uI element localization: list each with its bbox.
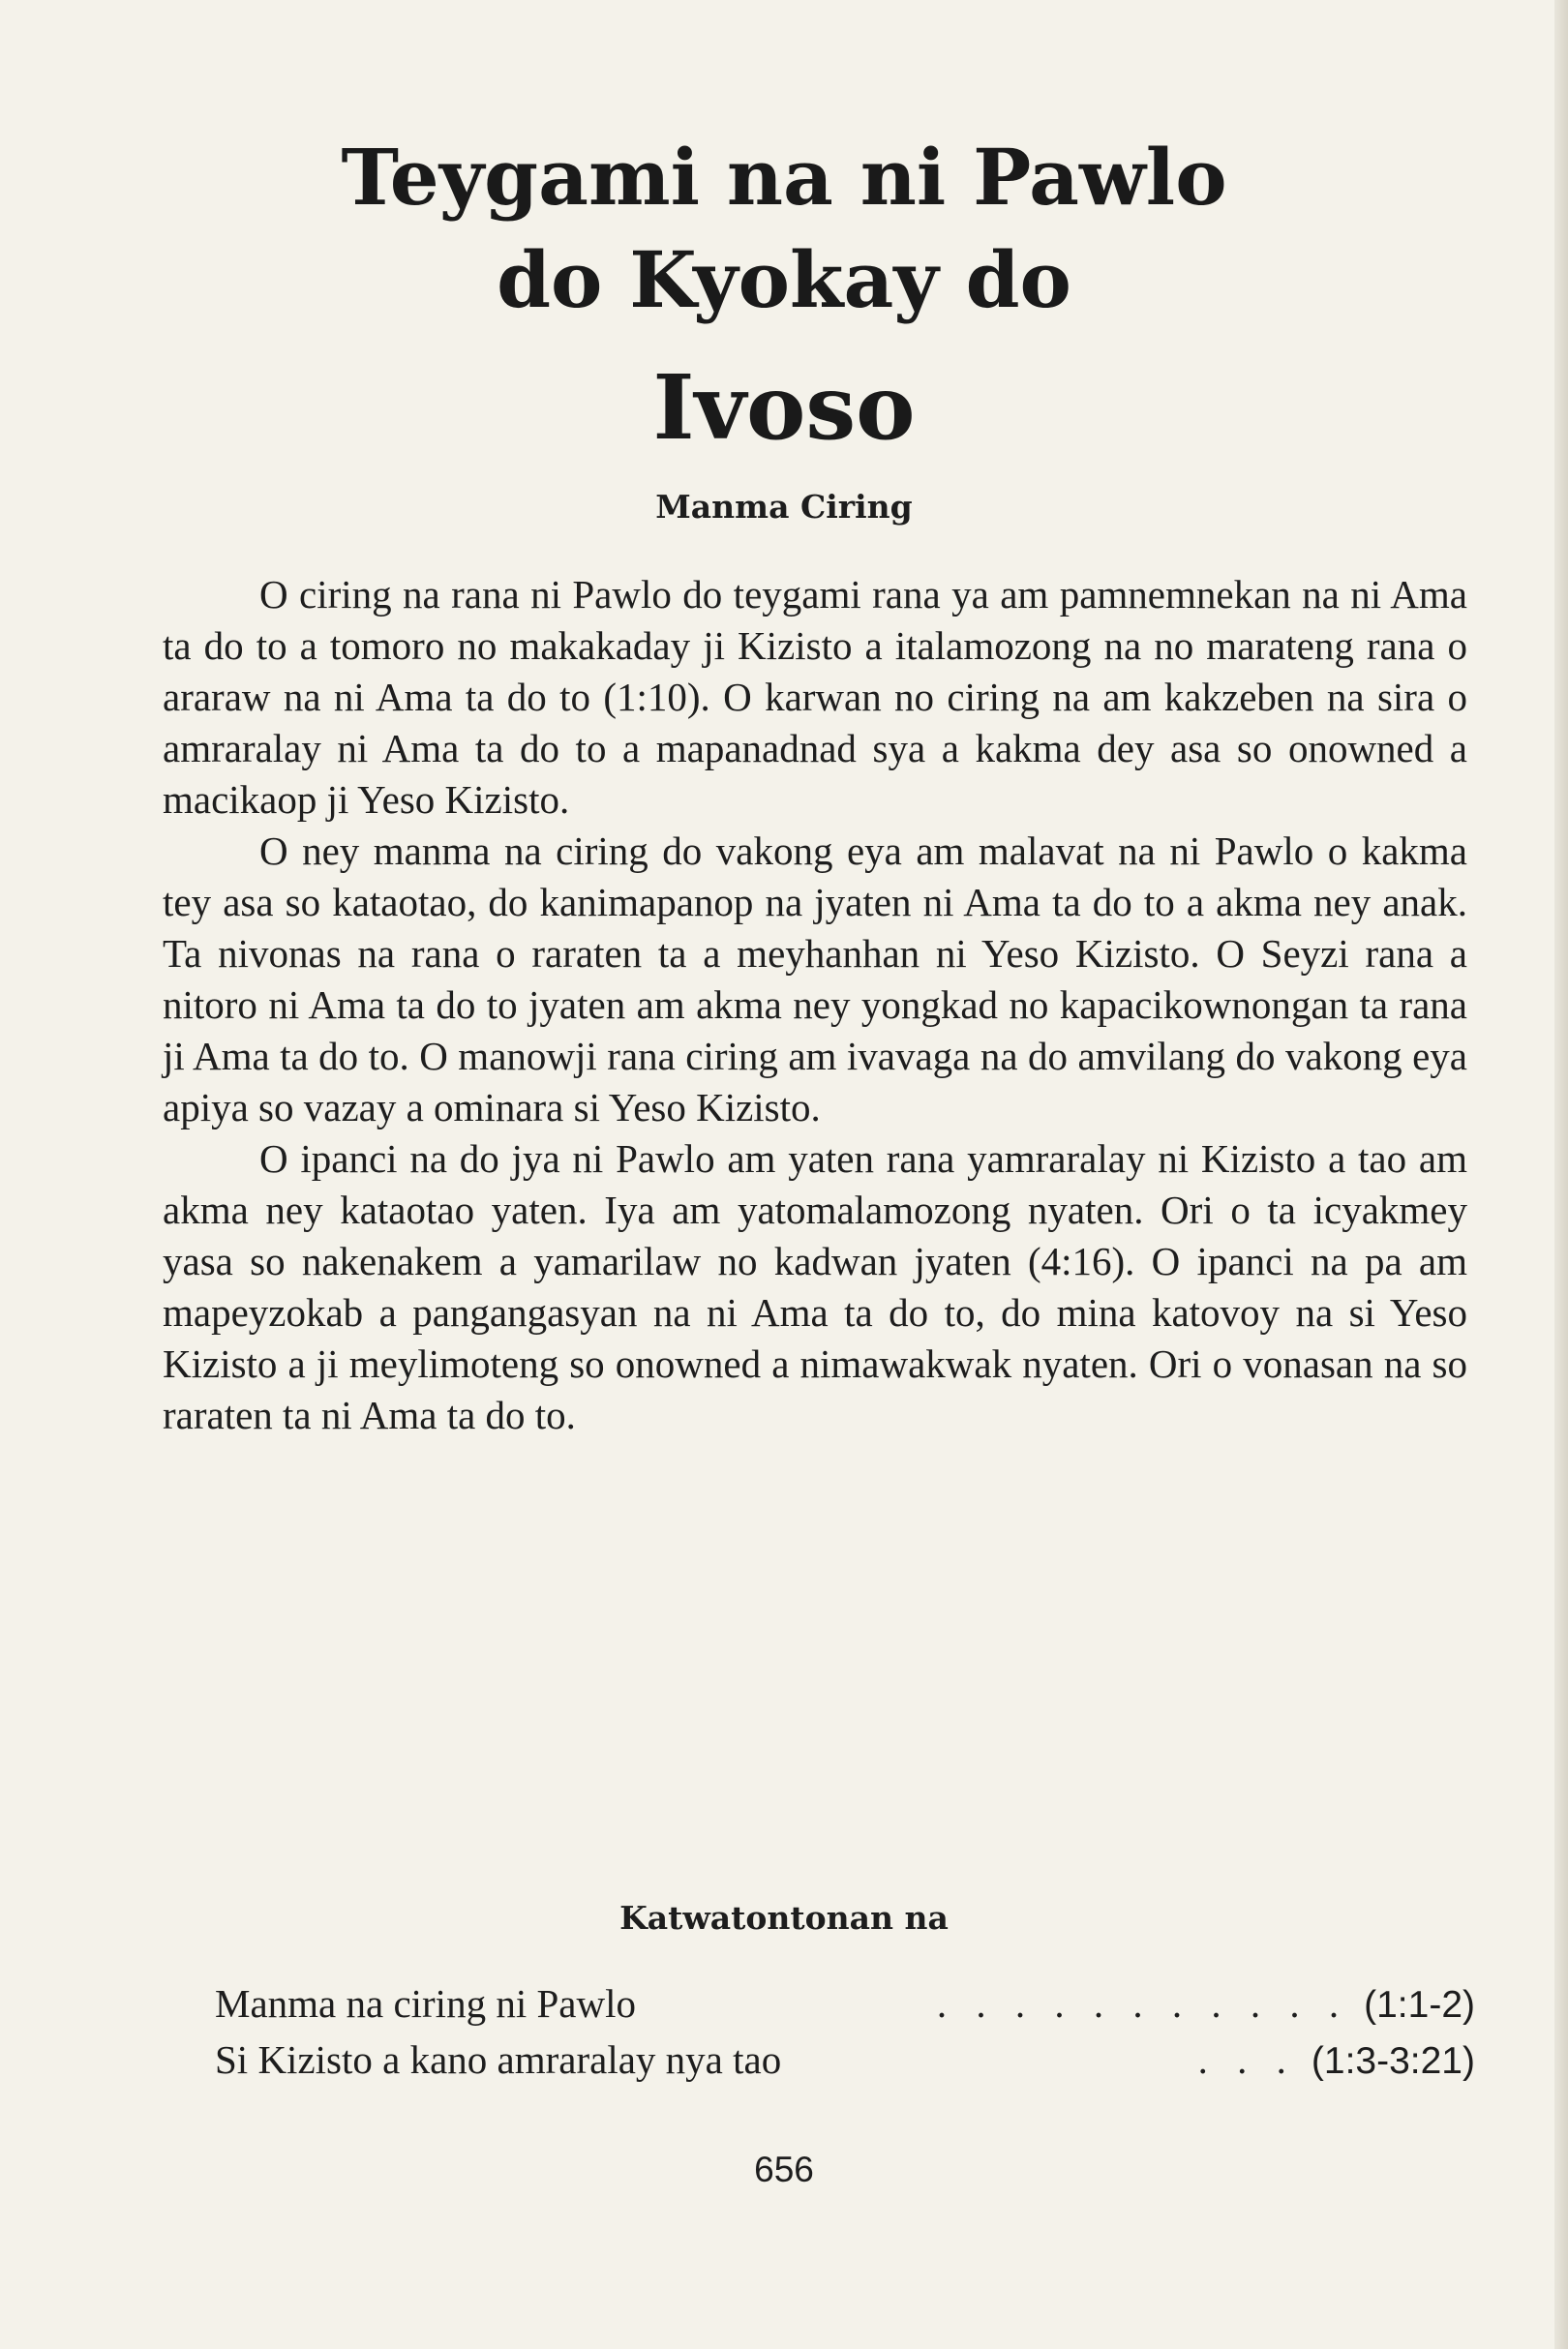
page-number: 656: [754, 2150, 814, 2189]
outline-list: [215, 1976, 1475, 2089]
outline-item-label: Si Kizisto a kano amraralay nya tao: [215, 2037, 782, 2082]
page-title: [0, 126, 1568, 470]
title-line-2: do Kyokay do: [497, 234, 1071, 325]
outline-item: [215, 1976, 1475, 2033]
outline-item-label: Manma na ciring ni Pawlo: [215, 1981, 636, 2026]
outline-item-leader: . . .: [1197, 2037, 1296, 2082]
paragraph-2: O ney manma na ciring do vakong eya am malavat na ni Pawlo o kakma tey asa so kataotao, do kanimapanop na jyaten ni Ama ta do to a akma ney anak. Ta nivonas na rana o raraten ta a meyhanhan ni Yeso Kizisto. O Seyzi rana a nitoro ni Ama ta do to jyaten am akma ney yongkad no kapacikownongan ta rana ji Ama ta do to. O manowji rana ciring am ivavaga na do amvilang do vakong eya apiya so vazay a ominara si Yeso Kizisto.: [163, 828, 1467, 1129]
introduction-text: [163, 569, 1467, 1441]
paragraph-1: O ciring na rana ni Pawlo do teygami rana ya am pamnemnekan na ni Ama ta do to a tomoro no makakaday ji Kizisto a italamozong na no marateng rana o araraw na ni Ama ta do to (1:10). O karwan no ciring na am kakzeben na sira o amraralay ni Ama ta do to a mapanadnad sya a kakma dey asa so onowned a macikaop ji Yeso Kizisto.: [163, 572, 1467, 822]
outline-heading: Katwatontonan na: [619, 1899, 949, 1937]
title-line-3: Ivoso: [652, 355, 916, 460]
outline-item-reference: (1:3-3:21): [1311, 2040, 1475, 2082]
outline-item-leader: . . . . . . . . . . .: [936, 1981, 1349, 2026]
paragraph-3: O ipanci na do jya ni Pawlo am yaten rana yamraralay ni Kizisto a tao am akma ney kataotao yaten. Iya am yatomalamozong nyaten. Ori o ta icyakmey yasa so nakenakem a yamarilaw no kadwan jyaten (4:16). O ipanci na pa am mapeyzokab a pangangasyan na ni Ama ta do to, do mina katovoy na si Yeso Kizisto a ji meylimoteng so onowned a nimawakwak nyaten. Ori o vonasan na so raraten ta ni Ama ta do to.: [163, 1136, 1467, 1437]
title-line-1: Teygami na ni Pawlo: [341, 132, 1227, 223]
outline-item-reference: (1:1-2): [1364, 1984, 1475, 2026]
section-subtitle: Manma Ciring: [655, 488, 913, 526]
outline-item: [215, 2033, 1475, 2089]
